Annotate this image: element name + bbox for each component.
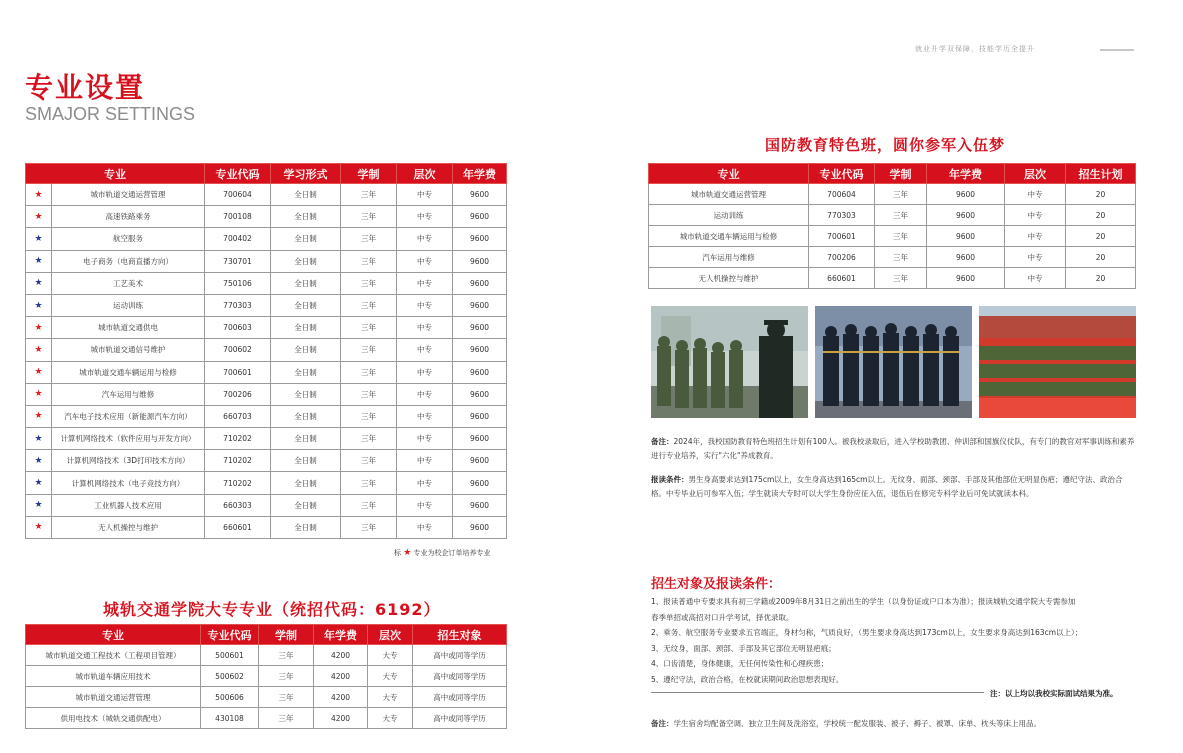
col-major: 专业 (26, 625, 201, 645)
cell-level: 中专 (397, 361, 453, 383)
drill-ceremony-photo (979, 306, 1136, 418)
col-years: 学制 (259, 625, 314, 645)
cell-form: 全日制 (271, 184, 341, 206)
cell-name: 工艺美术 (52, 272, 205, 294)
cell-level: 中专 (397, 383, 453, 405)
col-fee: 年学费 (927, 164, 1005, 184)
col-code: 专业代码 (205, 164, 271, 184)
defense-table (648, 163, 1136, 289)
red-star-icon: ★ (34, 522, 43, 533)
cell-code: 700604 (205, 184, 271, 206)
cell-years: 三年 (259, 708, 314, 729)
cell-name: 城市轨道交通运营管理 (26, 687, 201, 708)
cell-years: 三年 (341, 516, 397, 538)
slogan-divider (1100, 49, 1134, 51)
cell-fee: 9600 (453, 405, 507, 427)
cell-fee: 9600 (453, 272, 507, 294)
cell-name: 电子商务（电商直播方向） (52, 250, 205, 272)
cell-name: 计算机网络技术（3D打印技术方向） (52, 450, 205, 472)
order-training-note (394, 548, 491, 558)
red-star-icon: ★ (403, 548, 412, 558)
slogan: 就业升学双保障，技能学历全提升 (915, 45, 1035, 53)
blue-star-icon: ★ (34, 478, 43, 489)
cell-plan: 20 (1066, 226, 1136, 247)
cell-name: 汽车电子技术应用（新能源汽车方向） (52, 405, 205, 427)
major-table-header (26, 164, 507, 184)
cell-years: 三年 (259, 666, 314, 687)
cell-level: 大专 (368, 708, 413, 729)
cell-name: 运动训练 (52, 294, 205, 316)
cell-form: 全日制 (271, 450, 341, 472)
col-code: 专业代码 (809, 164, 875, 184)
cell-level: 中专 (1005, 247, 1066, 268)
cell-fee: 9600 (453, 294, 507, 316)
cell-form: 全日制 (271, 317, 341, 339)
cell-target: 高中或同等学历 (413, 687, 507, 708)
cell-years: 三年 (341, 405, 397, 427)
star-cell (26, 206, 52, 228)
condition-item: 2、乘务、航空服务专业要求五官端正，身材匀称，气质良好，（男生要求身高达到173cm以上，女生要求身高达到163cm以上）； (651, 628, 1083, 637)
cell-fee: 9600 (453, 494, 507, 516)
cell-code: 700601 (205, 361, 271, 383)
table-row (26, 450, 507, 472)
red-star-icon: ★ (34, 322, 43, 333)
cell-form: 全日制 (271, 405, 341, 427)
cell-fee: 4200 (314, 645, 368, 666)
conditions-title: 招生对象及报读条件： (651, 577, 782, 592)
table-row (26, 666, 507, 687)
cell-years: 三年 (341, 428, 397, 450)
red-star-icon: ★ (34, 411, 43, 422)
cell-name: 计算机网络技术（软件应用与开发方向） (52, 428, 205, 450)
cell-form: 全日制 (271, 228, 341, 250)
college-table-header (26, 625, 507, 645)
table-row (26, 184, 507, 206)
col-major: 专业 (26, 164, 205, 184)
star-cell (26, 494, 52, 516)
cell-name: 无人机操控与维护 (649, 268, 809, 289)
cell-code: 700603 (205, 317, 271, 339)
star-cell (26, 272, 52, 294)
cell-years: 三年 (341, 184, 397, 206)
condition-item: 4、口齿清楚，身体健康，无任何传染性和心理疾患； (651, 659, 829, 668)
cell-code: 430108 (201, 708, 259, 729)
cell-name: 汽车运用与维修 (649, 247, 809, 268)
dorm-note (651, 718, 1041, 729)
star-cell (26, 250, 52, 272)
cell-fee: 9600 (453, 383, 507, 405)
cell-code: 500601 (201, 645, 259, 666)
col-years: 学制 (341, 164, 397, 184)
cell-form: 全日制 (271, 339, 341, 361)
table-row (26, 516, 507, 538)
cell-code: 500602 (201, 666, 259, 687)
cell-form: 全日制 (271, 272, 341, 294)
cell-plan: 20 (1066, 184, 1136, 205)
cell-plan: 20 (1066, 247, 1136, 268)
col-level: 层次 (1005, 164, 1066, 184)
blue-star-icon: ★ (34, 300, 43, 311)
cell-plan: 20 (1066, 268, 1136, 289)
cell-code: 660703 (205, 405, 271, 427)
blue-star-icon: ★ (34, 500, 43, 511)
table-row (649, 205, 1136, 226)
cell-form: 全日制 (271, 250, 341, 272)
cell-level: 中专 (397, 494, 453, 516)
cell-form: 全日制 (271, 494, 341, 516)
cell-fee: 9600 (453, 361, 507, 383)
cell-level: 中专 (397, 516, 453, 538)
cell-form: 全日制 (271, 383, 341, 405)
star-cell (26, 428, 52, 450)
cell-name: 城市轨道交通车辆运用与检修 (52, 361, 205, 383)
cell-level: 中专 (1005, 184, 1066, 205)
cell-form: 全日制 (271, 361, 341, 383)
condition-item: 5、遵纪守法，政治合格，在校就读期间政治思想表现好。 (651, 674, 844, 684)
col-years: 学制 (875, 164, 927, 184)
blue-star-icon: ★ (34, 433, 43, 444)
cell-fee: 4200 (314, 666, 368, 687)
cell-form: 全日制 (271, 472, 341, 494)
cell-code: 660601 (205, 516, 271, 538)
cell-name: 工业机器人技术应用 (52, 494, 205, 516)
table-row (26, 361, 507, 383)
cell-form: 全日制 (271, 294, 341, 316)
cell-level: 中专 (397, 184, 453, 206)
cell-fee: 9600 (927, 247, 1005, 268)
cell-fee: 9600 (453, 472, 507, 494)
cell-level: 大专 (368, 645, 413, 666)
cell-level: 中专 (397, 228, 453, 250)
condition-item: 1、报读普通中专要求具有初三学籍或2009年8月31日之前出生的学生（以身份证或户口本为准）；报读城轨交通学院大专需参加 (651, 597, 1076, 606)
note-suffix: 专业为校企订单培养专业 (413, 549, 491, 557)
cell-code: 660601 (809, 268, 875, 289)
table-row (26, 494, 507, 516)
cell-form: 全日制 (271, 206, 341, 228)
cell-name: 高速铁路乘务 (52, 206, 205, 228)
cell-name: 无人机操控与维护 (52, 516, 205, 538)
cell-name: 运动训练 (649, 205, 809, 226)
star-cell (26, 184, 52, 206)
star-cell (26, 317, 52, 339)
cell-fee: 9600 (453, 516, 507, 538)
col-level: 层次 (397, 164, 453, 184)
table-row (26, 645, 507, 666)
cell-name: 城市轨道交通运营管理 (649, 184, 809, 205)
cell-name: 城市轨道交通车辆运用与检修 (649, 226, 809, 247)
honor-guard-photo (815, 306, 972, 418)
cell-name: 城市轨道交通运营管理 (52, 184, 205, 206)
col-fee: 年学费 (314, 625, 368, 645)
cell-years: 三年 (875, 247, 927, 268)
star-cell (26, 472, 52, 494)
cell-target: 高中或同等学历 (413, 645, 507, 666)
table-row (26, 272, 507, 294)
col-plan: 招生计划 (1066, 164, 1136, 184)
table-row (26, 294, 507, 316)
cell-code: 700108 (205, 206, 271, 228)
dorm-note-text: 学生宿舍均配备空调、独立卫生间及洗浴室，学校统一配发服装、被子、褥子、被罩、床单、枕头等床上用品。 (673, 719, 1041, 728)
star-cell (26, 294, 52, 316)
salute-photo (651, 306, 808, 418)
cell-name: 供用电技术（城轨交通供配电） (26, 708, 201, 729)
red-star-icon: ★ (34, 211, 43, 222)
cell-level: 中专 (397, 317, 453, 339)
cell-name: 计算机网络技术（电子竞技方向） (52, 472, 205, 494)
cell-years: 三年 (341, 450, 397, 472)
cell-name: 城市轨道交通信号维护 (52, 339, 205, 361)
cell-level: 中专 (397, 405, 453, 427)
cell-fee: 9600 (453, 450, 507, 472)
cell-fee: 9600 (927, 205, 1005, 226)
note-prefix: 标 (394, 549, 401, 557)
cell-fee: 9600 (453, 250, 507, 272)
blue-star-icon: ★ (34, 278, 43, 289)
remark-text: 2024年，我校国防教育特色班招生计划有100人。被我校录取后，进入学校助教团、仲训部和国旗仪仗队，有专门的教官对军事训练和素养进行专业培养，实行"六化"养成教育。 (651, 437, 1135, 460)
cell-name: 汽车运用与维修 (52, 383, 205, 405)
cell-fee: 4200 (314, 708, 368, 729)
cell-years: 三年 (341, 383, 397, 405)
star-cell (26, 383, 52, 405)
page-subtitle: SMAJOR SETTINGS (25, 104, 196, 124)
college-title: 城轨交通学院大专专业（统招代码：6192） (103, 600, 441, 619)
cell-code: 770303 (205, 294, 271, 316)
table-row (649, 268, 1136, 289)
star-cell (26, 361, 52, 383)
col-code: 专业代码 (201, 625, 259, 645)
table-row (26, 472, 507, 494)
blue-star-icon: ★ (34, 233, 43, 244)
cell-level: 中专 (1005, 226, 1066, 247)
star-cell (26, 228, 52, 250)
cell-level: 中专 (397, 428, 453, 450)
requirements-label: 报读条件： (651, 475, 689, 484)
condition-item: 3、无纹身，面部、颈部、手部及其它部位无明显疤痕； (651, 643, 836, 653)
cell-code: 700601 (809, 226, 875, 247)
cell-fee: 9600 (453, 339, 507, 361)
table-row (26, 250, 507, 272)
cell-code: 730701 (205, 250, 271, 272)
cell-code: 500606 (201, 687, 259, 708)
cell-code: 700206 (205, 383, 271, 405)
cell-years: 三年 (341, 339, 397, 361)
cell-name: 城市轨道交通工程技术（工程项目管理） (26, 645, 201, 666)
cell-years: 三年 (341, 494, 397, 516)
cell-level: 中专 (397, 250, 453, 272)
red-star-icon: ★ (34, 389, 43, 400)
cell-years: 三年 (259, 645, 314, 666)
cell-years: 三年 (875, 226, 927, 247)
table-row (649, 247, 1136, 268)
cell-code: 660303 (205, 494, 271, 516)
defense-title: 国防教育特色班，圆你参军入伍梦 (765, 136, 1006, 154)
red-star-icon: ★ (34, 189, 43, 200)
red-star-icon: ★ (34, 344, 43, 355)
cell-code: 770303 (809, 205, 875, 226)
cell-fee: 9600 (453, 428, 507, 450)
red-star-icon: ★ (34, 367, 43, 378)
conditions-note: 注：以上均以我校实际面试结果为准。 (990, 689, 1118, 698)
table-row (26, 687, 507, 708)
col-form: 学习形式 (271, 164, 341, 184)
cell-name: 城市轨道车辆应用技术 (26, 666, 201, 687)
remark-label: 备注： (651, 437, 674, 446)
condition-item: 春季单招或高招对口升学考试，择优录取。 (651, 612, 794, 622)
table-row (649, 226, 1136, 247)
table-row (26, 339, 507, 361)
cell-years: 三年 (341, 272, 397, 294)
table-row (26, 317, 507, 339)
cell-level: 大专 (368, 666, 413, 687)
cell-fee: 9600 (453, 184, 507, 206)
cell-fee: 9600 (453, 317, 507, 339)
table-row (26, 405, 507, 427)
cell-years: 三年 (875, 205, 927, 226)
cell-level: 大专 (368, 687, 413, 708)
college-table (25, 624, 507, 729)
cell-years: 三年 (341, 361, 397, 383)
col-fee: 年学费 (453, 164, 507, 184)
cell-fee: 9600 (453, 228, 507, 250)
requirements-text: 男生身高要求达到175cm以上，女生身高达到165cm以上。无纹身、面部、颈部、手部及其他部位无明显伤疤；遵纪守法、政治合格。中专毕业后可参军入伍；学生就读大专时可以大学生身份应征入伍，退伍后在修完专科学业后可免试就读本科。 (651, 475, 1123, 498)
cell-level: 中专 (397, 206, 453, 228)
cell-level: 中专 (397, 294, 453, 316)
table-row (26, 228, 507, 250)
star-cell (26, 516, 52, 538)
cell-code: 710202 (205, 450, 271, 472)
blue-star-icon: ★ (34, 455, 43, 466)
defense-requirements (651, 473, 1136, 500)
cell-fee: 9600 (927, 268, 1005, 289)
cell-years: 三年 (341, 294, 397, 316)
cell-level: 中专 (1005, 268, 1066, 289)
cell-years: 三年 (341, 206, 397, 228)
cell-level: 中专 (1005, 205, 1066, 226)
cell-name: 航空服务 (52, 228, 205, 250)
cell-code: 710202 (205, 428, 271, 450)
cell-level: 中专 (397, 472, 453, 494)
cell-years: 三年 (341, 250, 397, 272)
cell-fee: 9600 (453, 206, 507, 228)
cell-code: 700602 (205, 339, 271, 361)
cell-target: 高中或同等学历 (413, 708, 507, 729)
defense-table-header (649, 164, 1136, 184)
col-target: 招生对象 (413, 625, 507, 645)
col-level: 层次 (368, 625, 413, 645)
table-row (26, 428, 507, 450)
cell-fee: 9600 (927, 184, 1005, 205)
cell-level: 中专 (397, 272, 453, 294)
cell-level: 中专 (397, 450, 453, 472)
blue-star-icon: ★ (34, 256, 43, 267)
cell-code: 700206 (809, 247, 875, 268)
defense-remark (651, 435, 1136, 462)
star-cell (26, 450, 52, 472)
cell-level: 中专 (397, 339, 453, 361)
conditions-divider (651, 692, 984, 693)
cell-form: 全日制 (271, 516, 341, 538)
conditions-list (651, 594, 1146, 687)
page-title: 专业设置 (25, 71, 146, 104)
cell-code: 700604 (809, 184, 875, 205)
cell-years: 三年 (341, 228, 397, 250)
cell-code: 710202 (205, 472, 271, 494)
cell-name: 城市轨道交通供电 (52, 317, 205, 339)
table-row (26, 383, 507, 405)
col-major: 专业 (649, 164, 809, 184)
table-row (26, 206, 507, 228)
cell-years: 三年 (875, 268, 927, 289)
cell-code: 700402 (205, 228, 271, 250)
table-row (649, 184, 1136, 205)
cell-years: 三年 (341, 317, 397, 339)
cell-years: 三年 (875, 184, 927, 205)
table-row (26, 708, 507, 729)
star-cell (26, 405, 52, 427)
cell-target: 高中或同等学历 (413, 666, 507, 687)
cell-code: 750106 (205, 272, 271, 294)
cell-plan: 20 (1066, 205, 1136, 226)
cell-form: 全日制 (271, 428, 341, 450)
cell-fee: 4200 (314, 687, 368, 708)
cell-fee: 9600 (927, 226, 1005, 247)
cell-years: 三年 (341, 472, 397, 494)
dorm-note-label: 备注： (651, 719, 674, 728)
star-cell (26, 339, 52, 361)
cell-years: 三年 (259, 687, 314, 708)
major-table (25, 163, 507, 539)
